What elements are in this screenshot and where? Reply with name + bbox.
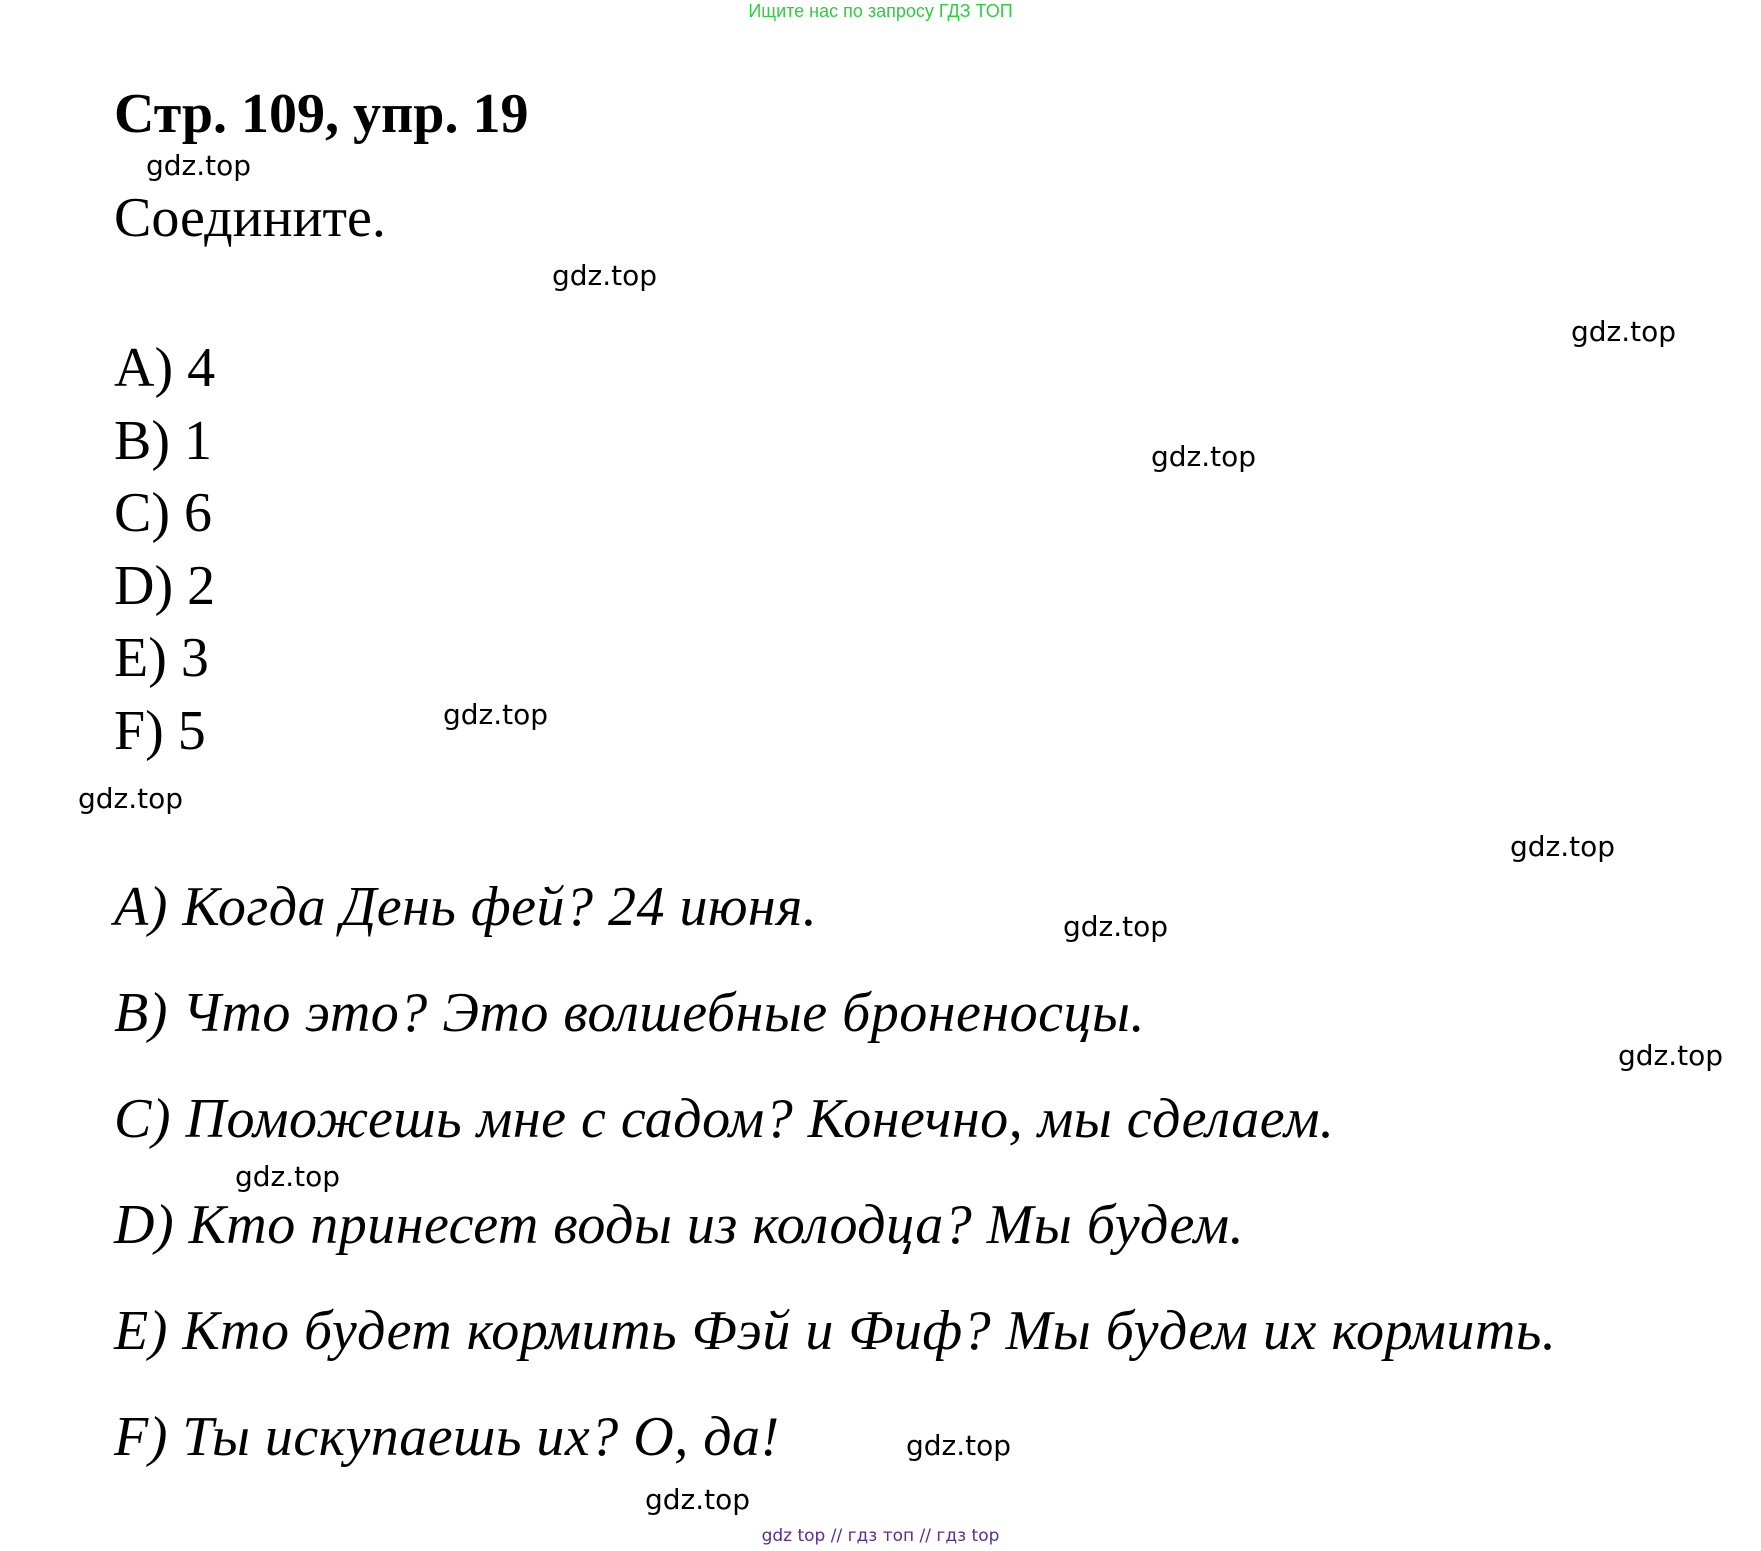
answer-item: A) 4 bbox=[114, 337, 216, 399]
watermark: gdz.top bbox=[1151, 440, 1257, 473]
dialogue-item: A) Когда День фей? 24 июня. bbox=[114, 876, 818, 938]
dialogue-item: F) Ты искупаешь их? О, да! bbox=[114, 1406, 780, 1468]
watermark: gdz.top bbox=[645, 1483, 751, 1516]
watermark: gdz.top bbox=[552, 259, 658, 292]
answer-item: B) 1 bbox=[114, 409, 212, 472]
answer-item: E) 3 bbox=[114, 627, 209, 689]
page-title: Стр. 109, упр. 19 bbox=[114, 83, 529, 145]
answer-item: F) 5 bbox=[114, 699, 206, 762]
dialogue-item: C) Поможешь мне с садом? Конечно, мы сделаем. bbox=[114, 1088, 1335, 1150]
dialogue-item: E) Кто будет кормить Фэй и Фиф? Мы будем их кормить. bbox=[114, 1300, 1557, 1362]
dialogue-item: D) Кто принесет воды из колодца? Мы будем. bbox=[114, 1194, 1245, 1256]
top-search-hint: Ищите нас по запросу ГДЗ ТОП bbox=[748, 1, 1013, 21]
watermark: gdz.top bbox=[443, 698, 549, 731]
watermark: gdz.top bbox=[235, 1160, 341, 1193]
dialogue-item: B) Что это? Это волшебные броненосцы. bbox=[114, 982, 1145, 1044]
watermark: gdz.top bbox=[1571, 315, 1677, 348]
answer-item: D) 2 bbox=[114, 554, 216, 617]
footer-links: gdz top // гдз топ // гдз top bbox=[761, 1526, 1000, 1546]
watermark: gdz.top bbox=[78, 782, 184, 815]
exercise-instruction: Соедините. bbox=[114, 187, 386, 249]
answer-item: C) 6 bbox=[114, 482, 212, 544]
watermark: gdz.top bbox=[906, 1429, 1012, 1462]
watermark: gdz.top bbox=[1510, 830, 1616, 863]
watermark: gdz.top bbox=[1063, 910, 1169, 943]
watermark: gdz.top bbox=[146, 149, 252, 182]
answer-list bbox=[114, 332, 215, 767]
watermark: gdz.top bbox=[1618, 1039, 1724, 1072]
